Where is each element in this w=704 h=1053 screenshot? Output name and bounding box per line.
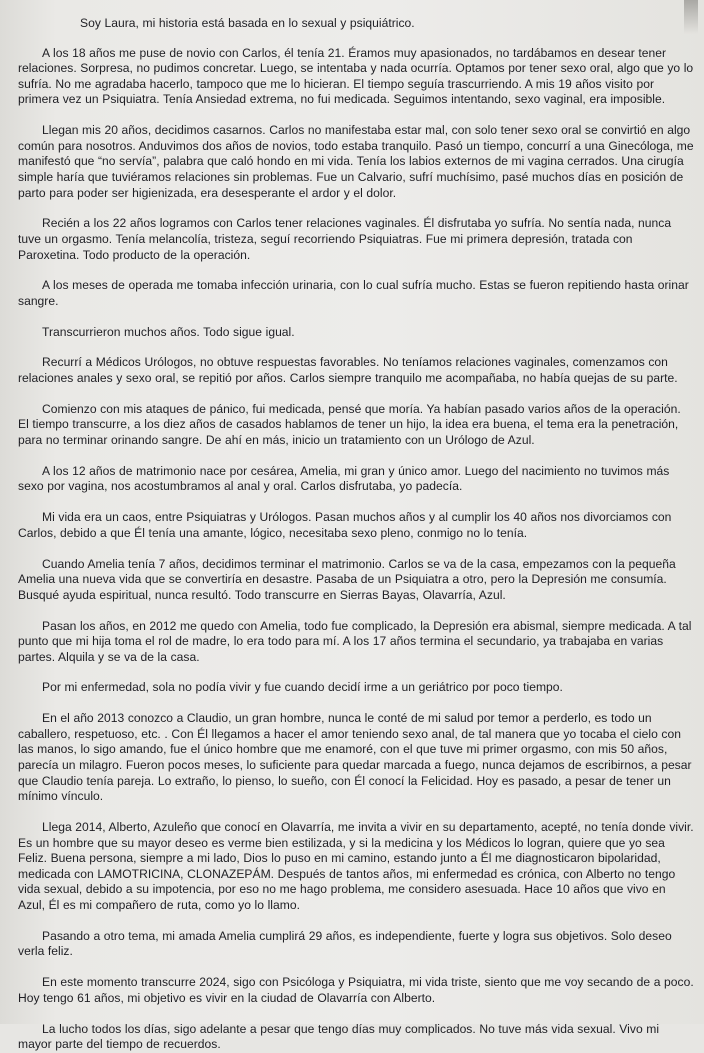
paragraph-new-life: Cuando Amelia tenía 7 años, decidimos terminar el matrimonio. Carlos se va de la casa, empezamos con la pequeña Amelia una nueva vida que se convertiría en desastre. Pasaba de un Psiquiatra a otro, pero la Depresión me consumía. Busqué ayuda espiritual, nunca resultó. Todo transcurre en Sierras Bayas, Olavarría, Azul. (18, 556, 676, 602)
paragraph-infection: A los meses de operada me tomaba infección urinaria, con lo cual sufría mucho. Estas se fueron repitiendo hasta orinar sangre. (18, 278, 689, 308)
paragraph-divorce: Mi vida era un caos, entre Psiquiatras y Urólogos. Pasan muchos años y al cumplir los 40 años nos divorciamos con Carlos, debido a que Él tenía una amante, lógico, necesitaba sexo pleno, conmigo no lo tenía. (18, 510, 672, 540)
paragraph-years-pass: Transcurrieron muchos años. Todo sigue igual. (42, 324, 295, 339)
paragraph-claudio: En el año 2013 conozco a Claudio, un gran hombre, nunca le conté de mi salud por temor a perderlo, es todo un caballero, respetuoso, etc. . Con Él llegamos a hacer el amor teniendo sexo anal, de tal manera que yo tocaba el cielo con las manos, lo sigo amando, fue el único hombre que me enamoré, con el que tuve mi primer orgasmo, con mis 50 años, parecía un milagro. Fueron pocos meses, lo suficiente para quedar marcada a fuego, nunca dejamos de escribirnos, a pesar que Claudio tenía pareja. Lo extraño, lo pienso, lo sueño, con Él conocí la Felicidad. Hoy es pasado, a pesar de tener un mínimo vínculo. (18, 711, 692, 804)
paragraph-closing: La lucho todos los días, sigo adelante a pesar que tengo días muy complicados. No tuve más vida sexual. Vivo mi mayor parte del tiempo de recuerdos. (18, 1021, 660, 1052)
paragraph-amelia-today: Pasando a otro tema, mi amada Amelia cumplirá 29 años, es independiente, fuerte y logra sus objetivos. Solo deseo verla feliz. (18, 928, 672, 959)
paragraph-age-20: Llegan mis 20 años, decidimos casarnos. Carlos no manifestaba estar mal, con solo tener sexo oral se convirtió en algo común para nosotros. Anduvimos dos años de novios, todo estaba tranquilo. Pasó un tiempo, concurrí a una Ginecóloga, me manifestó que “no servía”, palabra que caló hondo en mi vida. Tenía los labios externos de mi vagina cerrados. Una cirugía simple haría que tuviéramos relaciones sin problemas. Fue un Calvario, sufrí muchísimo, pasé muchos días en posición de parto para poder ser higienizada, era desesperante el ardor y el dolor. (18, 123, 694, 200)
paragraph-2012: Pasan los años, en 2012 me quedo con Amelia, todo fue complicado, la Depresión era abismal, siempre medicada. A tal punto que mi hija toma el rol de madre, lo era todo para mí. A los 17 años termina el secundario, ya trabajaba en varias partes. Alquila y se va de la casa. (18, 618, 692, 664)
paragraph-age-18: A los 18 años me puse de novio con Carlos, él tenía 21. Éramos muy apasionados, no tardábamos en desear tener relaciones. Sorpresa, no pudimos concretar. Luego, se intentaba y nada ocurría. Optamos por tener sexo oral, algo que yo lo sufría. No me agradaba hacerlo, tampoco que me lo hicieran. El tiempo seguía trascurriendo. A mis 19 años visito por primera vez un Psiquiatra. Tenía Ansiedad extrema, no fui medicada. Seguimos intentando, sexo vaginal, era imposible. (18, 45, 694, 107)
paper-edge-shadow (684, 0, 698, 34)
paragraph-alberto: Llega 2014, Alberto, Azuleño que conocí en Olavarría, me invita a vivir en su departamento, acepté, no tenía donde vivir. Es un hombre que su mayor deseo es verme bien estilizada, y si la medicina y los Médicos lo logran, quiere que yo sea Feliz. Buena persona, siempre a mi lado, Dios lo puso en mi camino, estando junto a Él me diagnosticaron bipolaridad, medicada con LAMOTRICINA, CLONAZEPÁM. Después de tantos años, mi enfermedad es crónica, con Alberto no tengo vida sexual, debido a su impotencia, por eso no me hago problema, me considero asesuada. Hace 10 años que vivo en Azul, Él es mi compañero de ruta, como yo lo llamo. (18, 820, 694, 912)
paragraph-geriatric: Por mi enfermedad, sola no podía vivir y fue cuando decidí irme a un geriátrico por poco tiempo. (42, 680, 563, 695)
paragraph-age-22: Recién a los 22 años logramos con Carlos tener relaciones vaginales. Él disfrutaba yo sufría. No sentía nada, nunca tuve un orgasmo. Tenía melancolía, tristeza, seguí recorriendo Psiquiatras. Fue mi primera depresión, tratada con Paroxetina. Todo producto de la operación. (18, 216, 672, 262)
paragraph-2024: En este momento transcurre 2024, sigo con Psicóloga y Psiquiatra, mi vida triste, siento que me voy secando de a poco. Hoy tengo 61 años, mi objetivo es vivir en la ciudad de Olavarría con Alberto. (18, 975, 694, 1005)
paragraph-amelia-birth: A los 12 años de matrimonio nace por cesárea, Amelia, mi gran y único amor. Luego del nacimiento no tuvimos más sexo por vagina, nos acostumbramos al anal y oral. Carlos disfrutaba, yo padecía. (18, 463, 670, 494)
paragraph-urologists: Recurrí a Médicos Urólogos, no obtuve respuestas favorables. No teníamos relaciones vaginales, comenzamos con relaciones anales y sexo oral, se repitió por años. Carlos siempre tranquilo me acompañaba, no había quejas de su parte. (18, 355, 678, 386)
opening-line: Soy Laura, mi historia está basada en lo sexual y psiquiátrico. (80, 16, 415, 30)
paragraph-panic-attacks: Comienzo con mis ataques de pánico, fui medicada, pensé que moría. Ya habían pasado varios años de la operación. El tiempo transcurre, a los diez años de casados hablamos de tener un hijo, la idea era buena, el tema era la penetración, para no terminar orinando sangre. De ahí en más, inicio un tratamiento con un Urólogo de Azul. (18, 401, 681, 447)
